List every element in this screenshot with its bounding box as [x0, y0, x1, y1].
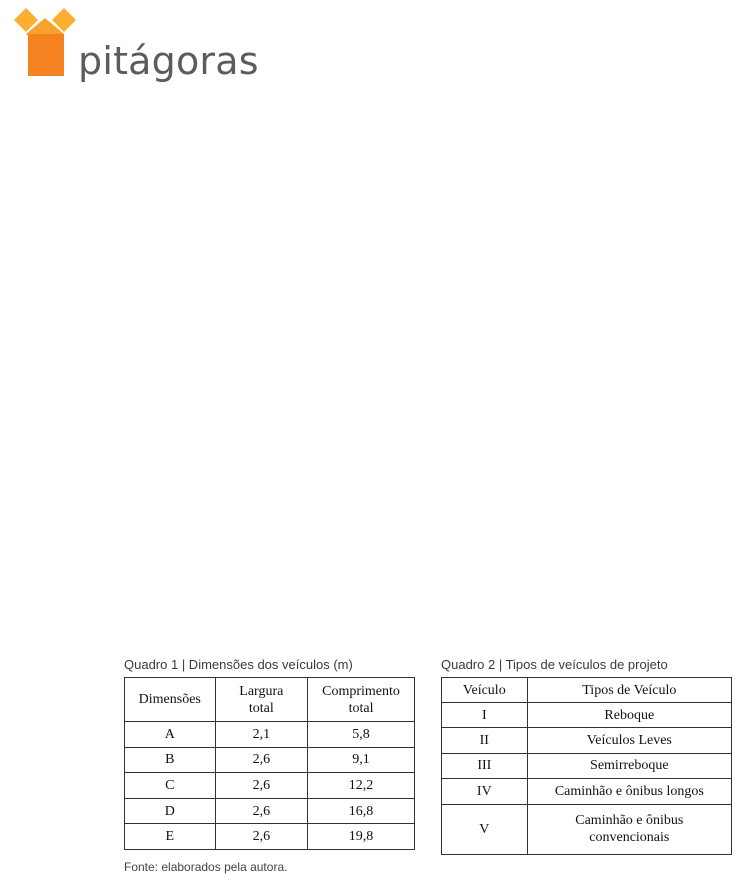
- table-row: [442, 753, 732, 778]
- cell-comprimento: 16,8: [308, 798, 415, 824]
- cell-veiculo: II: [442, 728, 528, 753]
- cell-largura: 2,1: [215, 722, 308, 748]
- cell-tipo: Caminhão e ônibus longos: [527, 779, 731, 804]
- cell-comprimento: 5,8: [308, 722, 415, 748]
- header-largura: Largura total: [215, 678, 308, 722]
- cell-largura: 2,6: [215, 747, 308, 773]
- cell-tipo: Veículos Leves: [527, 728, 731, 753]
- cell-veiculo: III: [442, 753, 528, 778]
- header-comprimento: Comprimento total: [308, 678, 415, 722]
- header-tipos: Tipos de Veículo: [527, 678, 731, 703]
- table-row: [125, 747, 415, 773]
- source-note: Fonte: elaborados pela autora.: [124, 860, 288, 874]
- table-row: [442, 703, 732, 728]
- table-row: [442, 728, 732, 753]
- cell-tipo: Reboque: [527, 703, 731, 728]
- quadro2-caption: Quadro 2 | Tipos de veículos de projeto: [441, 657, 668, 672]
- table-header-row: [125, 678, 415, 722]
- cell-largura: 2,6: [215, 824, 308, 850]
- logo-mark-icon: [12, 8, 82, 80]
- cell-dimensao: D: [125, 798, 216, 824]
- table-row: [442, 804, 732, 854]
- cell-comprimento: 19,8: [308, 824, 415, 850]
- cell-dimensao: B: [125, 747, 216, 773]
- cell-veiculo: V: [442, 804, 528, 854]
- logo-wordmark: pitágoras: [78, 39, 259, 83]
- cell-dimensao: A: [125, 722, 216, 748]
- table-row: [125, 824, 415, 850]
- table-row: [125, 798, 415, 824]
- cell-dimensao: C: [125, 773, 216, 799]
- header-dimensoes: Dimensões: [125, 678, 216, 722]
- cell-dimensao: E: [125, 824, 216, 850]
- cell-comprimento: 12,2: [308, 773, 415, 799]
- table-row: [125, 773, 415, 799]
- table-row: [125, 722, 415, 748]
- table-header-row: [442, 678, 732, 703]
- cell-largura: 2,6: [215, 798, 308, 824]
- cell-comprimento: 9,1: [308, 747, 415, 773]
- cell-largura: 2,6: [215, 773, 308, 799]
- table-row: [442, 779, 732, 804]
- pitagoras-logo: [12, 8, 259, 88]
- header-veiculo: Veículo: [442, 678, 528, 703]
- cell-veiculo: I: [442, 703, 528, 728]
- cell-tipo: Caminhão e ônibus convencionais: [527, 804, 731, 854]
- quadro1-table: [124, 677, 415, 850]
- quadro2-table: [441, 677, 732, 855]
- cell-veiculo: IV: [442, 779, 528, 804]
- quadro1-caption: Quadro 1 | Dimensões dos veículos (m): [124, 657, 353, 672]
- cell-tipo: Semirreboque: [527, 753, 731, 778]
